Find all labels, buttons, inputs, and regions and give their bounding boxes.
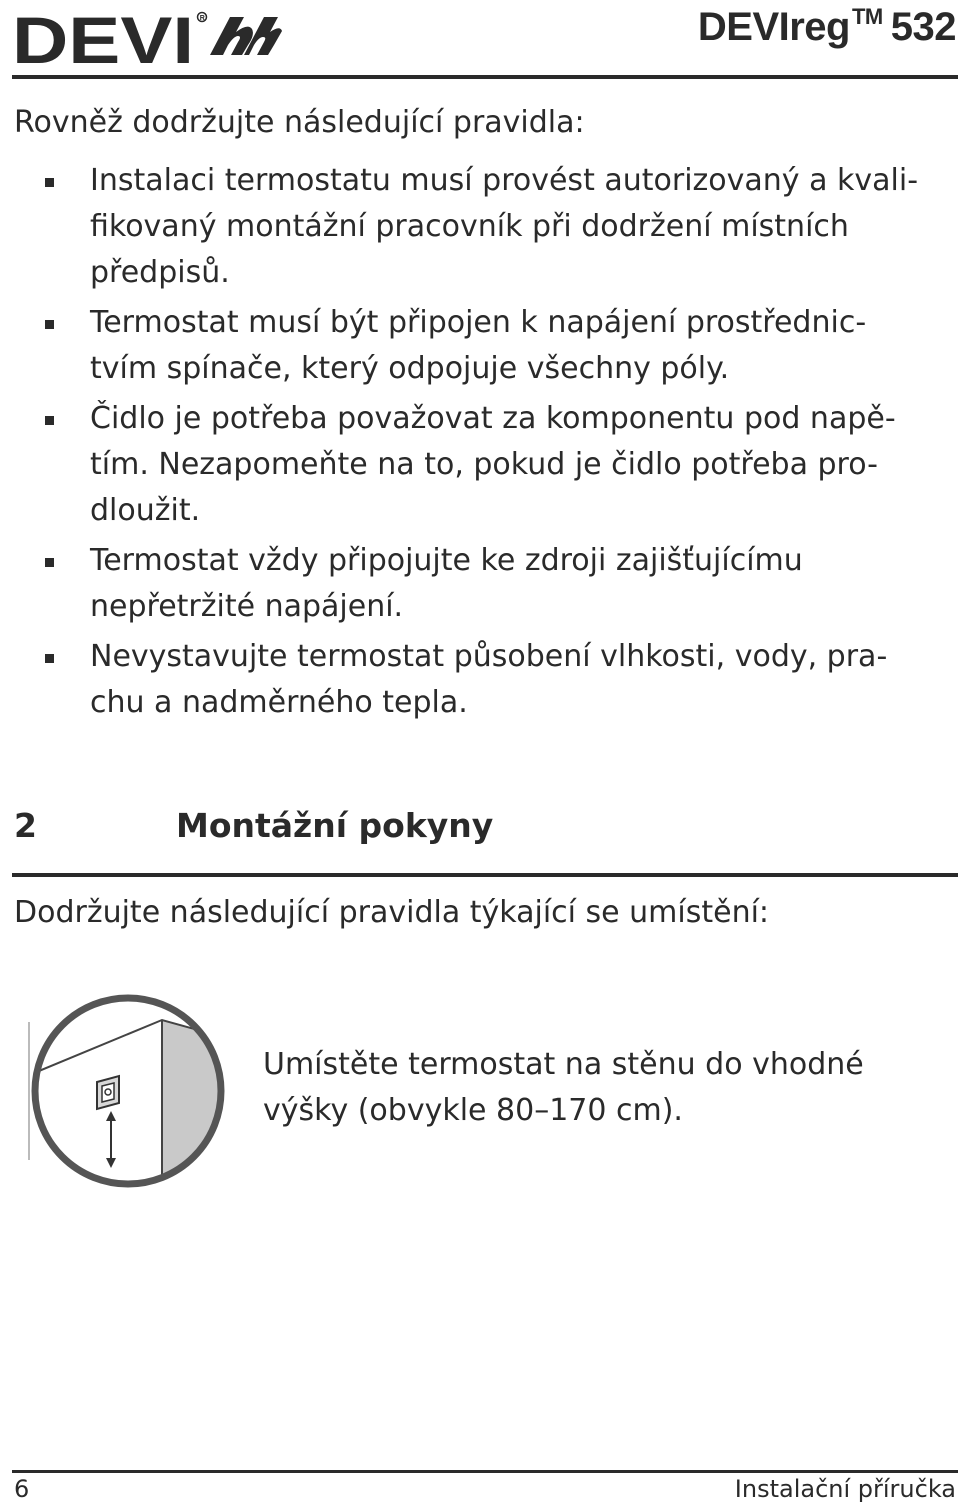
list-item bbox=[0, 396, 960, 534]
intro-text: Rovněž dodržujte následující pravidla: bbox=[14, 105, 585, 140]
section-rule bbox=[12, 873, 958, 877]
product-name: DEVIreg bbox=[697, 5, 850, 49]
list-item-line: fikovaný montážní pracovník při dodržení místních bbox=[90, 209, 849, 244]
bullet-square-icon bbox=[45, 320, 54, 329]
svg-text:R: R bbox=[199, 15, 205, 22]
list-item bbox=[0, 538, 960, 630]
list-item-line: Termostat musí být připojen k napájení prostřednic- bbox=[90, 305, 867, 340]
list-item-line: Čidlo je potřeba považovat za komponentu pod napě- bbox=[90, 401, 896, 436]
list-item bbox=[0, 300, 960, 392]
figure-caption bbox=[263, 1042, 864, 1134]
rules-list bbox=[0, 158, 960, 730]
figure-caption-line: Umístěte termostat na stěnu do vhodné bbox=[263, 1047, 864, 1082]
devi-logo bbox=[12, 5, 282, 67]
list-item-line: dloužit. bbox=[90, 493, 201, 528]
section-title: Montážní pokyny bbox=[176, 806, 494, 845]
list-item bbox=[0, 158, 960, 296]
footer-rule bbox=[12, 1470, 958, 1473]
list-item-line: nepřetržité napájení. bbox=[90, 589, 404, 624]
footer-title: Instalační příručka bbox=[734, 1475, 956, 1503]
section-heading bbox=[14, 806, 960, 860]
product-number: 532 bbox=[890, 5, 956, 49]
list-item bbox=[0, 634, 960, 726]
header-rule bbox=[12, 75, 958, 79]
bullet-square-icon bbox=[45, 558, 54, 567]
product-title bbox=[698, 4, 956, 50]
devi-logo-text: DEVI bbox=[12, 5, 194, 67]
trademark-mark: TM bbox=[851, 4, 883, 29]
figure-caption-line: výšky (obvykle 80–170 cm). bbox=[263, 1093, 683, 1128]
bullet-square-icon bbox=[45, 416, 54, 425]
list-item-line: předpisů. bbox=[90, 255, 230, 290]
bullet-square-icon bbox=[45, 654, 54, 663]
bullet-square-icon bbox=[45, 178, 54, 187]
list-item-line: chu a nadměrného tepla. bbox=[90, 685, 468, 720]
list-item-line: Instalaci termostatu musí provést autorizovaný a kvali- bbox=[90, 163, 919, 198]
list-item-line: Nevystavujte termostat působení vlhkosti, vody, pra- bbox=[90, 639, 888, 674]
section-number: 2 bbox=[14, 806, 37, 845]
wall-mounting-illustration bbox=[22, 990, 234, 1192]
list-item-line: tvím spínače, který odpojuje všechny póly. bbox=[90, 351, 730, 386]
list-item-line: tím. Nezapomeňte na to, pokud je čidlo potřeba pro- bbox=[90, 447, 878, 482]
page-number: 6 bbox=[14, 1475, 30, 1503]
section-lead-text: Dodržujte následující pravidla týkající se umístění: bbox=[14, 895, 770, 930]
list-item-line: Termostat vždy připojujte ke zdroji zajišťujícímu bbox=[90, 543, 803, 578]
page-header bbox=[0, 0, 960, 82]
